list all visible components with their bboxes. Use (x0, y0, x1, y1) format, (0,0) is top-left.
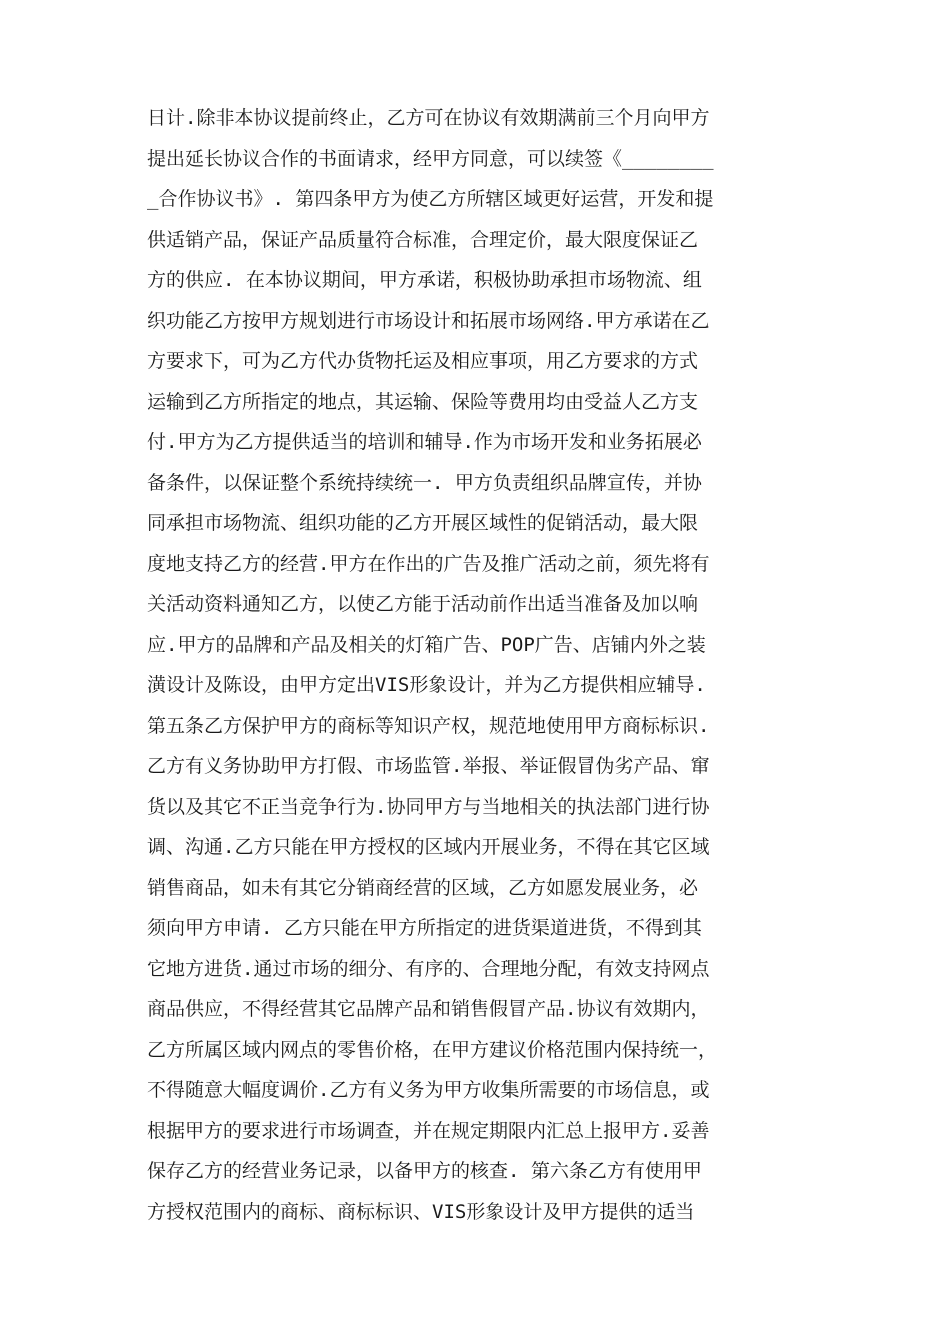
text-line: 潢设计及陈设，由甲方定出VIS形象设计，并为乙方提供相应辅导. (147, 674, 706, 696)
text-line: 供适销产品，保证产品质量符合标准，合理定价，最大限度保证乙 (147, 228, 699, 251)
text-line: 织功能乙方按甲方规划进行市场设计和拓展市场网络.甲方承诺在乙 (147, 309, 710, 332)
text-line: 货以及其它不正当竞争行为.协同甲方与当地相关的执法部门进行协 (147, 795, 710, 818)
text-line: 备条件，以保证整个系统持续统一. 甲方负责组织品牌宣传，并协 (147, 471, 702, 494)
text-line: 提出延长协议合作的书面请求，经甲方同意，可以续签《________ (147, 147, 714, 170)
text-line: 应.甲方的品牌和产品及相关的灯箱广告、POP广告、店铺内外之装 (147, 633, 706, 656)
text-line: 商品供应，不得经营其它品牌产品和销售假冒产品.协议有效期内， (147, 998, 710, 1020)
text-line: 方要求下，可为乙方代办货物托运及相应事项，用乙方要求的方式 (147, 350, 699, 372)
text-line: 同承担市场物流、组织功能的乙方开展区域性的促销活动，最大限 (147, 512, 699, 534)
text-line: 日计.除非本协议提前终止，乙方可在协议有效期满前三个月向甲方 (147, 107, 710, 129)
text-line: 它地方进货.通过市场的细分、有序的、合理地分配，有效支持网点 (147, 957, 710, 980)
text-line: 乙方所属区域内网点的零售价格，在甲方建议价格范围内保持统一， (147, 1038, 718, 1061)
text-line: 方授权范围内的商标、商标标识、VIS形象设计及甲方提供的适当 (147, 1200, 695, 1223)
text-line: 方的供应. 在本协议期间，甲方承诺，积极协助承担市场物流、组 (147, 269, 702, 291)
text-line: _合作协议书》. 第四条甲方为使乙方所辖区域更好运营，开发和提 (147, 188, 714, 210)
text-line: 根据甲方的要求进行市场调查，并在规定期限内汇总上报甲方.妥善 (147, 1119, 710, 1142)
text-line: 运输到乙方所指定的地点，其运输、保险等费用均由受益人乙方支 (147, 390, 699, 413)
text-line: 第五条乙方保护甲方的商标等知识产权，规范地使用甲方商标标识. (147, 714, 710, 737)
text-line: 度地支持乙方的经营.甲方在作出的广告及推广活动之前，须先将有 (147, 552, 710, 575)
text-line: 调、沟通.乙方只能在甲方授权的区域内开展业务，不得在其它区域 (147, 836, 710, 858)
text-line: 关活动资料通知乙方，以使乙方能于活动前作出适当准备及加以响 (147, 593, 699, 615)
text-line: 不得随意大幅度调价.乙方有义务为甲方收集所需要的市场信息，或 (147, 1079, 710, 1101)
text-line: 保存乙方的经营业务记录，以备甲方的核查. 第六条乙方有使用甲 (147, 1160, 702, 1182)
text-line: 须向甲方申请. 乙方只能在甲方所指定的进货渠道进货，不得到其 (147, 917, 702, 939)
text-line: 乙方有义务协助甲方打假、市场监管.举报、举证假冒伪劣产品、窜 (147, 755, 710, 777)
text-line: 付.甲方为乙方提供适当的培训和辅导.作为市场开发和业务拓展必 (147, 431, 702, 453)
text-line: 销售商品，如未有其它分销商经营的区域，乙方如愿发展业务，必 (147, 876, 699, 899)
document-body (147, 98, 807, 1232)
